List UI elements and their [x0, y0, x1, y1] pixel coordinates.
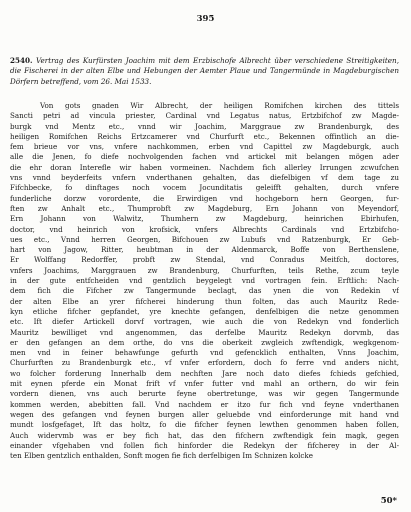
text-line: ues etc., Vnnd herren Georgen, Bifchouen zw Lubufs vnd Ratzenburgk, Er Geb-: [10, 234, 399, 244]
document-heading-text: Vertrag des Kurfürsten Joachim mit dem Erzbischofe Albrecht über verschiedene Streitigkeiten, die Fischerei in der alten Elbe und Hebungen der Aemter Plaue und Tangermünde in Magdeburgischen Dörfern betreffend, vom 26. Mai 1533.: [10, 56, 399, 86]
text-line: kyn etliche fifcher gepfandet, yre knechte gefangen, denfelbigen die netze genommen: [10, 306, 399, 316]
text-line: mit eynen pferde ein Monat frift vf vnfer futter vnd mahl an orthern, do wir fein: [10, 379, 399, 389]
page-number: 395: [196, 14, 215, 24]
document-heading: [10, 56, 399, 87]
text-line: einander vfgehaben vnd follen fich hinforder die Redekyn der fifcherey in der Al-: [10, 440, 399, 450]
text-line: Ern Johann von Walwitz, Thumhern zw Magdeburg, heinrichen Ebirhufen,: [10, 214, 399, 224]
text-line: wegen des gefangen vnd feynen burgen aller geluebde vnd einforderunge mit hand vnd: [10, 409, 399, 419]
text-line: alle die Jenen, fo diefe nochvolgenden fachen vnd artickel mit belangen mögen ader: [10, 152, 399, 162]
text-line: vordern dienen, vns auch berurte feyne obertretunge, was wir gegen Tangermunde: [10, 389, 399, 399]
text-line: mundt losfgefaget, Ift das holtz, fo die fifcher feynen lewthen genommen haben follen,: [10, 420, 399, 430]
text-line: dem fich die Fifcher zw Tangermunde beclagt, das ynen die von Redekin vf: [10, 286, 399, 296]
text-line: die ehr doran Interefle wir haben vormeinen. Nachdem fich allerley Irrungen zcwufchen: [10, 162, 399, 172]
text-line: wo folcher forderung Innerhalb dem nechften Jare noch dato diefes fchieds gefchied,: [10, 368, 399, 378]
document-number: 2540.: [10, 56, 33, 65]
text-line: Von gots gnaden Wir Albrecht, der heiligen Romifchen kirchen des tittels: [40, 101, 399, 110]
text-line: Sancti petri ad vincula priester, Cardinal vnd Legatus natus, Ertzbifchof zw Magde-: [10, 111, 399, 121]
text-line: der alten Elbe an yrer fifcherei hinderung thun folten, das auch Mauritz Rede-: [10, 296, 399, 306]
text-line: Mauritz bewilliget vnd angenommen, das derfelbe Mauritz Redekyn dorvmb, das: [10, 327, 399, 337]
text-line: fem brieue vor vns, vnfere nachkommen, erben vnd Capittel zw Magdeburgk, auch: [10, 142, 399, 152]
text-line: Fifchbecke, fo dinftages noch vocem Jocunditatis geleifft gehalten, durch vnfere: [10, 183, 399, 193]
text-line: Auch widervmb was er bey fich hat, das den fifchern zwftendigk fein magk, gegen: [10, 430, 399, 440]
text-line: er den gefangen an dem orthe, do vns die oberkeit zwgleich zwftendigk, wegkgenom-: [10, 337, 399, 347]
signature-mark: 50*: [380, 496, 397, 506]
text-line: doctor, vnd heinrich von krofsick, vnfers Albrechts Cardinals vnd Ertzbifcho-: [10, 224, 399, 234]
text-line: in der gute entfcheiden vnd gentzlich beygelegt vnd vortragen fein. Erftlich: Nach-: [10, 276, 399, 286]
text-line: ften zw Anhalt etc., Thumprobft zw Magdeburg, Ern Johann von Meyendorf,: [10, 203, 399, 213]
text-line: vns vnnd beyderfeits vnfern vnderthanen gehalten, das diefelbigen vf dem tage zu: [10, 173, 399, 183]
text-line: funderliche dorzw vorordente, die Erwirdigen vnd hochgeborn hern Georgen, fur-: [10, 193, 399, 203]
text-line: burgk vnd Mentz etc., vnnd wir Joachim, Marggraue zw Brandenburgk, des: [10, 121, 399, 131]
text-line: ten Elben gentzlich enthalden, Sonft mogen fie fich derfelbigen Im Schnizen kolcke: [10, 451, 313, 461]
document-body: [10, 101, 399, 461]
text-line: heiligen Romifchen Reichs Ertzcamerer vnd Churfurft etc., Bekennen offintlich an die-: [10, 131, 399, 141]
text-line: hart von Jagow, Ritter, heubtman in der Aldenmarck, Boffe von Berthenslene,: [10, 245, 399, 255]
text-line: kommen werden, abebitten fall. Vnd nachdem er itzo fur fich vnd feyne vnderthanen: [10, 399, 399, 409]
text-line: Churfurften zu Brandenburgk etc., vf vnfer erfordern, doch fo ferre vnd anders nicht,: [10, 358, 399, 368]
text-line: Er Wolffang Redorffer, probft zw Stendal, vnd Conradus Meitfch, doctores,: [10, 255, 399, 265]
text-line: men vnd in feiner behawfunge gefurth vnd gefencklich enthalten, Vnns Joachim,: [10, 348, 399, 358]
text-line: etc. Ift diefer Artickell dorvf vortragen, wie auch die von Redekyn vnd fonderlich: [10, 317, 399, 327]
text-line: vnfers Joachims, Marggrauen zw Brandenburg, Churfurften, teils Rethe, zcum teyle: [10, 265, 399, 275]
